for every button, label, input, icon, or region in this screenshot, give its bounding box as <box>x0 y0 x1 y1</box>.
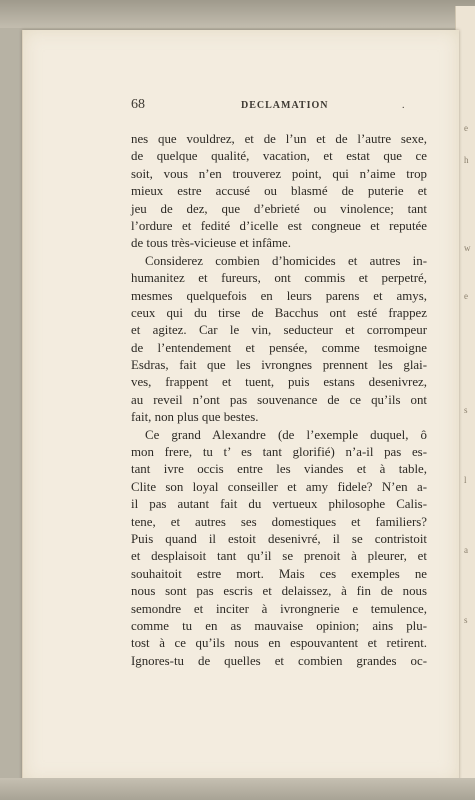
edge-glyph: s <box>464 615 468 625</box>
text-line: jeu de dez, que d’ebrieté ou vinolence; tant <box>131 201 427 216</box>
text-line: Puis quand il estoit desenivré, il se contristoit <box>131 531 427 546</box>
text-line: Ignores-tu de quelles et combien grandes oc- <box>131 653 427 668</box>
text-line: ves, frappent et tuent, puis estans desenivrez, <box>131 375 427 390</box>
page-body-text <box>131 131 427 670</box>
text-line: Clite son loyal conseiller et amy fidele? N’en a- <box>131 479 427 494</box>
text-line: au reveil n’ont pas souvenance de ce qu’ils ont <box>131 392 427 407</box>
text-line: Considerez combien d’homicides et autres in- <box>145 253 427 268</box>
text-line: comme tu en as mauvaise opinion; ains plu- <box>131 618 427 633</box>
text-line: il pas autant fait du vertueux philosophe Calis- <box>131 497 427 512</box>
text-line: tant ivre occis entre les viandes et à table, <box>131 462 427 477</box>
text-line: et desplaisoit tant qu’il se prenoit à pleurer, et <box>131 549 427 564</box>
text-line: mesmes quelquefois en leurs parens et amys, <box>131 288 427 303</box>
text-line: tene, et autres ses domestiques et familiers? <box>131 514 427 529</box>
text-line: nes que vouldrez, et de l’un et de l’autre sexe, <box>131 132 427 146</box>
text-line: souhaitoit estre mort. Mais ces exemples ne <box>131 566 427 581</box>
text-line: mieux estre accusé ou blasmé de puterie et <box>131 184 427 199</box>
edge-glyph: e <box>464 291 468 301</box>
text-line: Ce grand Alexandre (de l’exemple duquel, ô <box>145 427 427 442</box>
edge-glyph: s <box>464 405 468 415</box>
edge-glyph: e <box>464 123 468 133</box>
text-line: de quelque qualité, vacation, et estat que ce <box>131 149 427 164</box>
text-line: ceux qui du tirse de Bacchus ont esté frappez <box>131 305 427 320</box>
text-line: nous sont pas escris et delaissez, à fin de nous <box>131 584 427 599</box>
text-line: humanitez et fureurs, ont commis et perpetré, <box>131 271 427 286</box>
text-line: de l’entendement et pensée, comme tesmoigne <box>131 340 427 355</box>
edge-glyph: l <box>464 475 467 485</box>
text-line: semondre et inciter à ivrongnerie e temulence, <box>131 601 427 616</box>
page-header <box>131 97 421 117</box>
text-line: l’ordure et fedité d’icelle est congneue et reputée <box>131 218 427 233</box>
edge-glyph: a <box>464 545 468 555</box>
text-line: Esdras, fait que les ivrongnes prennent les glai- <box>131 358 427 373</box>
text-line: mon frere, tu t’ es tant glorifié) n’a-il pas es- <box>131 445 427 460</box>
text-line: soit, vous n’en trouverez point, qui n’aime trop <box>131 166 427 181</box>
page-number: 68 <box>131 97 145 112</box>
scan-background-top <box>0 0 475 28</box>
edge-glyph: h <box>464 155 469 165</box>
text-line: et agitez. Car le vin, seducteur et corrompeur <box>131 323 427 338</box>
scan-background-bottom <box>0 778 475 800</box>
edge-glyph: w <box>464 243 471 253</box>
text-line: tost à ce qu’ils nous en espouvantent et retirent. <box>131 636 427 651</box>
running-head: DECLAMATION <box>241 100 329 111</box>
running-head-mark: . <box>402 100 405 111</box>
text-line: de tous très-vicieuse et infâme. <box>131 236 291 251</box>
text-line: fait, non plus que bestes. <box>131 410 259 425</box>
